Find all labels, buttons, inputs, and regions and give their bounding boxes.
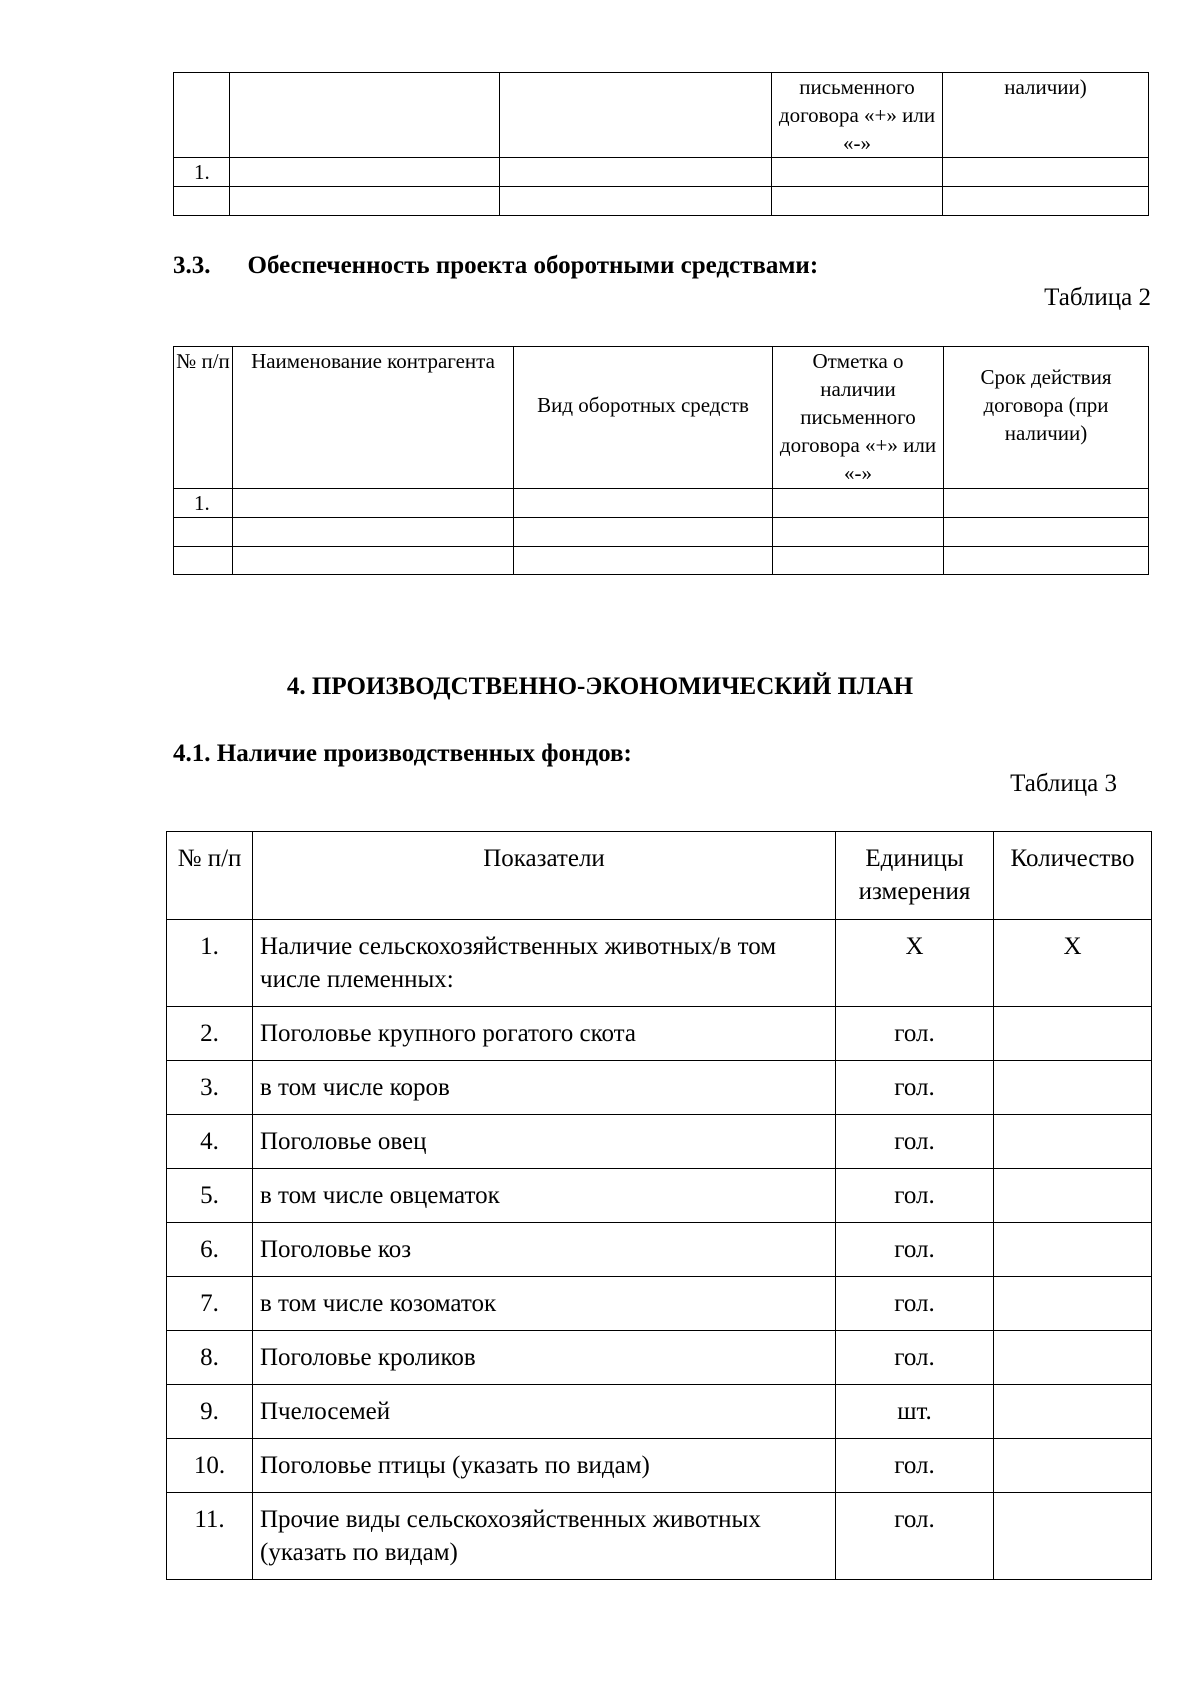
row-number: 10. xyxy=(167,1439,253,1493)
indicator-name: Поголовье крупного рогатого скота xyxy=(253,1007,836,1061)
unit-cell: гол. xyxy=(836,1115,994,1169)
table-header-row xyxy=(167,832,1152,920)
row-number: 7. xyxy=(167,1277,253,1331)
quantity-cell xyxy=(994,1385,1152,1439)
section-number: 3.3. xyxy=(173,252,211,279)
continued-contract-table xyxy=(173,72,1149,216)
table-cell xyxy=(500,158,772,187)
indicator-name: Поголовье овец xyxy=(253,1115,836,1169)
working-capital-table xyxy=(173,346,1149,575)
section-4-heading: 4. ПРОИЗВОДСТВЕННО-ЭКОНОМИЧЕСКИЙ ПЛАН xyxy=(286,673,914,700)
indicator-name: Поголовье коз xyxy=(253,1223,836,1277)
unit-cell: гол. xyxy=(836,1439,994,1493)
quantity-cell xyxy=(994,1223,1152,1277)
row-number: 9. xyxy=(167,1385,253,1439)
table-row xyxy=(174,518,1149,547)
quantity-cell xyxy=(994,1493,1152,1580)
section-3-3-heading xyxy=(173,252,818,280)
table-cell xyxy=(943,158,1149,187)
table-cell xyxy=(514,518,773,547)
table-cell xyxy=(944,518,1149,547)
table-cell xyxy=(773,489,944,518)
table-row xyxy=(167,1439,1152,1493)
quantity-cell xyxy=(994,1331,1152,1385)
table-cell xyxy=(230,73,500,158)
table-cell xyxy=(230,158,500,187)
indicator-name: Поголовье кроликов xyxy=(253,1331,836,1385)
table-header-row xyxy=(174,347,1149,489)
column-header-contract-mark: письменного договора «+» или «-» xyxy=(772,73,943,158)
table-row xyxy=(174,73,1149,158)
row-number: 1. xyxy=(174,489,233,518)
table-cell xyxy=(514,489,773,518)
table-cell xyxy=(500,73,772,158)
row-number xyxy=(174,187,230,216)
table-cell xyxy=(944,489,1149,518)
table-row xyxy=(167,1223,1152,1277)
unit-cell: гол. xyxy=(836,1061,994,1115)
row-number: 5. xyxy=(167,1169,253,1223)
table-row xyxy=(167,1061,1152,1115)
table-row xyxy=(174,187,1149,216)
indicator-name: Наличие сельскохозяйственных животных/в том числе племенных: xyxy=(253,920,836,1007)
row-number xyxy=(174,518,233,547)
column-header-number: № п/п xyxy=(167,832,253,920)
table-cell xyxy=(233,547,514,575)
unit-cell: шт. xyxy=(836,1385,994,1439)
table-cell xyxy=(233,518,514,547)
indicator-name: Прочие виды сельскохозяйственных животных (указать по видам) xyxy=(253,1493,836,1580)
row-number: 6. xyxy=(167,1223,253,1277)
column-header-contract-mark: Отметка о наличии письменного договора «+» или «-» xyxy=(773,347,944,489)
row-number: 1. xyxy=(174,158,230,187)
quantity-cell xyxy=(994,1169,1152,1223)
column-header-counterparty: Наименование контрагента xyxy=(233,347,514,489)
unit-cell: гол. xyxy=(836,1277,994,1331)
table-row xyxy=(167,920,1152,1007)
quantity-cell xyxy=(994,1277,1152,1331)
table-row xyxy=(167,1115,1152,1169)
table-cell xyxy=(233,489,514,518)
table-cell xyxy=(943,187,1149,216)
table-row xyxy=(174,489,1149,518)
table-row xyxy=(167,1385,1152,1439)
table-cell xyxy=(514,547,773,575)
column-header-indicator: Показатели xyxy=(253,832,836,920)
indicator-name: в том числе коров xyxy=(253,1061,836,1115)
column-header-capital-type: Вид оборотных средств xyxy=(514,347,773,489)
table-row xyxy=(174,547,1149,575)
column-header-contract-term: Срок действия договора (при наличии) xyxy=(944,347,1149,489)
production-assets-table xyxy=(166,831,1152,1580)
column-header-contract-term: наличии) xyxy=(943,73,1149,158)
indicator-name: Пчелосемей xyxy=(253,1385,836,1439)
indicator-name: в том числе овцематок xyxy=(253,1169,836,1223)
table-cell xyxy=(773,547,944,575)
section-title: Обеспеченность проекта оборотными средствами: xyxy=(247,252,819,279)
table-row xyxy=(167,1169,1152,1223)
table-row xyxy=(174,158,1149,187)
indicator-name: в том числе козоматок xyxy=(253,1277,836,1331)
row-number: 11. xyxy=(167,1493,253,1580)
table-row xyxy=(167,1007,1152,1061)
quantity-cell: Х xyxy=(994,920,1152,1007)
unit-cell: гол. xyxy=(836,1169,994,1223)
table-2-caption: Таблица 2 xyxy=(1044,284,1151,311)
table-row xyxy=(167,1277,1152,1331)
row-number: 3. xyxy=(167,1061,253,1115)
row-number: 2. xyxy=(167,1007,253,1061)
quantity-cell xyxy=(994,1061,1152,1115)
unit-cell: Х xyxy=(836,920,994,1007)
column-header-number: № п/п xyxy=(174,347,233,489)
table-row xyxy=(167,1493,1152,1580)
table-cell xyxy=(772,187,943,216)
quantity-cell xyxy=(994,1007,1152,1061)
table-cell xyxy=(773,518,944,547)
section-4-1-heading: 4.1. Наличие производственных фондов: xyxy=(173,740,632,767)
table-cell xyxy=(174,73,230,158)
unit-cell: гол. xyxy=(836,1223,994,1277)
row-number: 8. xyxy=(167,1331,253,1385)
row-number: 1. xyxy=(167,920,253,1007)
column-header-quantity: Количество xyxy=(994,832,1152,920)
indicator-name: Поголовье птицы (указать по видам) xyxy=(253,1439,836,1493)
row-number xyxy=(174,547,233,575)
unit-cell: гол. xyxy=(836,1493,994,1580)
row-number: 4. xyxy=(167,1115,253,1169)
unit-cell: гол. xyxy=(836,1331,994,1385)
quantity-cell xyxy=(994,1439,1152,1493)
table-cell xyxy=(944,547,1149,575)
table-cell xyxy=(772,158,943,187)
column-header-unit: Единицы измерения xyxy=(836,832,994,920)
table-cell xyxy=(500,187,772,216)
unit-cell: гол. xyxy=(836,1007,994,1061)
table-cell xyxy=(230,187,500,216)
quantity-cell xyxy=(994,1115,1152,1169)
table-row xyxy=(167,1331,1152,1385)
table-3-caption: Таблица 3 xyxy=(1010,770,1117,797)
